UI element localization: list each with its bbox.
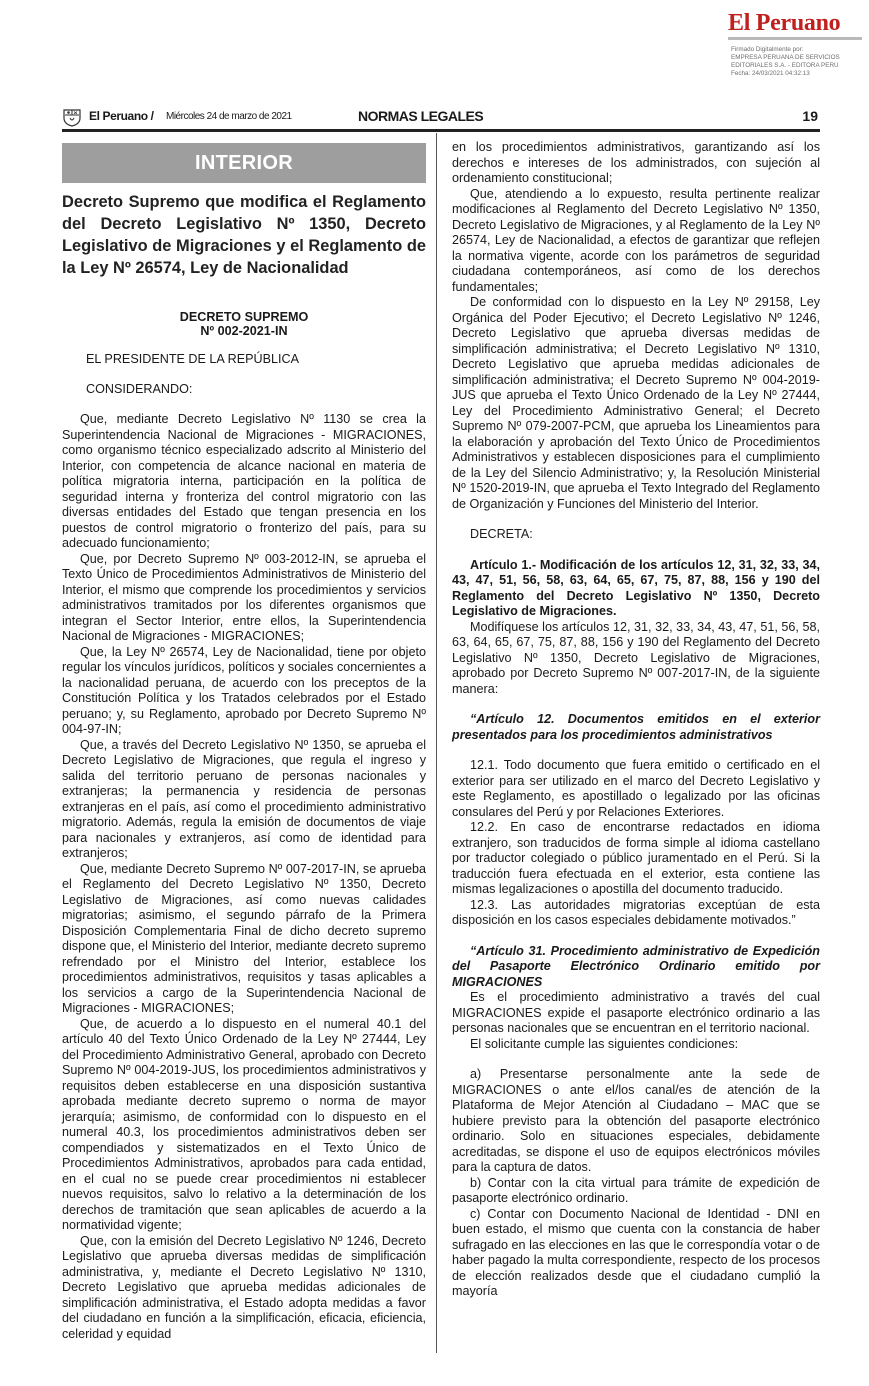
article-31-paragraph: Es el procedimiento administrativo a través del cual MIGRACIONES expide el pasaporte electrónico ordinario a las personas nacionales que se encuentran en el territorio nacional. <box>452 990 820 1035</box>
recital-paragraph: Que, mediante Decreto Legislativo Nº 1130 se crea la Superintendencia Nacional de Migraciones - MIGRACIONES, como organismo técnico especializado adscrito al Ministerio del Interior, con competencia de alcance nacional en materia de política migratoria interna, participación en la política de seguridad interna y fronteriza del control migratorio con las diversas entidades del Estado que tengan presencia en los puestos de control migratorio o fronterizo del país, para su adecuado funcionamiento; <box>62 412 426 550</box>
publication-name: El Peruano / <box>89 109 154 123</box>
article-12-2: 12.2. En caso de encontrarse redactados en idioma extranjero, son traducidos de forma simple al idioma castellano por traductor colegiado o público juramentado en el Perú. Si la traducción fuera efectuada en el exterior, esta contiene las mismas legalizaciones o apostilla del documento traducido. <box>452 820 820 896</box>
sector-banner <box>62 143 426 183</box>
publication-date: Miércoles 24 de marzo de 2021 <box>166 111 292 122</box>
article-12-3: 12.3. Las autoridades migratorias exceptúan de esta disposición en los casos especiales debidamente motivados.” <box>452 897 820 927</box>
condition-c: c) Contar con Documento Nacional de Identidad - DNI en buen estado, el mismo que cuenta con la constancia de haber sufragado en las elecciones en las que le correspondía votar o de haber pagado la multa correspondiente, respecto de los procesos de elección realizados desde que el ciudadano cumplió la mayoría <box>452 1206 820 1298</box>
decreta-heading: DECRETA: <box>470 527 533 541</box>
right-column <box>452 140 820 1300</box>
condition-a: a) Presentarse personalmente ante la sede de MIGRACIONES o ante el/los canal/es de atención de la Plataforma de Mejor Atención al Ciudadano – MAC que se hubiere previsto para la obtención del pasaporte electrónico ordinario. Solo en situaciones especiales, debidamente acreditadas, se dispone el uso de equipos electrónicos móviles para la captura de datos. <box>452 1067 820 1174</box>
condition-b: b) Contar con la cita virtual para trámite de expedición de pasaporte electrónico ordinario. <box>452 1175 820 1205</box>
signature-line: EMPRESA PERUANA DE SERVICIOS <box>731 54 840 61</box>
column-divider <box>436 133 437 1353</box>
continued-paragraph: en los procedimientos administrativos, garantizando así los derechos e intereses de los administrados, con sujeción al ordenamiento constitucional; <box>452 140 820 185</box>
page-header <box>62 107 820 127</box>
considering-heading: CONSIDERANDO: <box>86 381 193 396</box>
recital-paragraph: Que, a través del Decreto Legislativo Nº 1350, se aprueba el Decreto Legislativo de Migraciones, que regula el ingreso y salida del territorio peruano de personas nacionales y extranjeras; la permanencia y residencia de personas extranjeras en el país, así como el procedimiento administrativo migratorio. Además, regula la emisión de documentos de viaje para nacionales y extranjeros, así como de identidad para extranjeros; <box>62 737 426 860</box>
president-line: EL PRESIDENTE DE LA REPÚBLICA <box>86 352 299 366</box>
article-12-heading: “Artículo 12. Documentos emitidos en el exterior presentados para los procedimientos administrativos <box>452 712 820 742</box>
recital-paragraph: Que, atendiendo a lo expuesto, resulta pertinente realizar modificaciones al Reglamento del Decreto Legislativo Nº 1350, Decreto Legislativo de Migraciones, y al Reglamento de la Ley Nº 26574, Ley de Nacionalidad, a efectos de garantizar que reflejen la normativa vigente, acorde con los parámetros de seguridad ciudadana contemporáneos, así como de los derechos fundamentales; <box>452 186 820 294</box>
signature-line: Firmado Digitalmente por: <box>731 46 804 53</box>
header-divider <box>62 129 820 132</box>
article-31-heading: “Artículo 31. Procedimiento administrativo de Expedición del Pasaporte Electrónico Ordinario emitido por MIGRACIONES <box>452 943 820 989</box>
digital-signature <box>731 46 840 78</box>
article-1-body: Modifíquese los artículos 12, 31, 32, 33, 34, 43, 47, 51, 56, 58, 63, 64, 65, 67, 75, 87, 88, 156 y 190 del Reglamento del Decreto Legislativo Nº 1350, Decreto Legislativo de Migraciones, aprobado por Decreto Supremo Nº 007-2017-IN, de la siguiente manera: <box>452 619 820 696</box>
signature-line: Fecha: 24/03/2021 04:32:13 <box>731 70 810 77</box>
coat-of-arms-icon <box>62 107 82 127</box>
decree-heading <box>62 310 426 338</box>
legal-basis-paragraph: De conformidad con lo dispuesto en la Ley Nº 29158, Ley Orgánica del Poder Ejecutivo; el Decreto Legislativo Nº 1246, Decreto Legislativo que aprueba diversas medidas de simplificación administrativa; el Decreto Legislativo Nº 1310, Decreto Legislativo que aprueba medidas adicionales de simplificación administrativa; el Decreto Supremo Nº 004-2019-JUS que aprueba el Texto Único Ordenado de la Ley Nº 27444, Ley del Procedimiento Administrativo General; el Decreto Supremo Nº 079-2007-PCM, que aprueba los Lineamientos para la elaboración y aprobación del Texto Único de Procedimientos Administrativos y establecen disposiciones para el cumplimiento de la Ley del Silencio Administrativo; y, la Resolución Ministerial Nº 1520-2019-IN, que aprueba el Texto Integrado del Reglamento de Organización y Funciones del Ministerio del Interior. <box>452 295 820 511</box>
logo-underline <box>728 37 862 40</box>
decree-label: DECRETO SUPREMO <box>179 310 309 324</box>
section-name: NORMAS LEGALES <box>358 108 484 124</box>
recital-paragraph: Que, por Decreto Supremo Nº 003-2012-IN, se aprueba el Texto Único de Procedimientos Administrativos de Ministerio del Interior, el mismo que comprende los procedimientos y servicios administrativos tramitados por los diferentes organismos que integran el Sector Interior, entre ellos, la Superintendencia Nacional de Migraciones - MIGRACIONES; <box>62 551 426 643</box>
article-12-1: 12.1. Todo documento que fuera emitido o certificado en el exterior para ser utilizado en el marco del Decreto Legislativo y este Reglamento, es apostillado o legalizado por las oficinas consulares del Perú y por Relaciones Exteriores. <box>452 758 820 819</box>
recital-paragraph: Que, de acuerdo a lo dispuesto en el numeral 40.1 del artículo 40 del Texto Único Ordenado de la Ley Nº 27444, Ley del Procedimiento Administrativo General, aprobado con Decreto Supremo Nº 004-2019-JUS, los procedimientos administrativos y requisitos deben establecerse en una disposición sustantiva aprobada mediante decreto supremo o norma de mayor jerarquía; asimismo, de conformidad con lo dispuesto en el numeral 40.3, los procedimientos administrativos deben ser compendiados y sistematizados en el Texto Único de Procedimientos Administrativos, aprobados para cada entidad, en el cual no se puede crear procedimientos ni establecer nuevos requisitos, salvo lo relativo a la determinación de los derechos de tramitación que sean aplicables de acuerdo a la normatividad vigente; <box>62 1016 426 1232</box>
sector-name: INTERIOR <box>195 152 293 174</box>
recital-paragraph: Que, la Ley Nº 26574, Ley de Nacionalidad, tiene por objeto regular los vínculos jurídicos, políticos y sociales concernientes a la nacionalidad peruana, de acuerdo con los preceptos de la Constitución Política y los Tratados celebrados por el Estado peruano; y, su Reglamento, aprobado por Decreto Supremo Nº 004-97-IN; <box>62 644 426 736</box>
signature-line: EDITORIALES S.A. - EDITORA PERU <box>731 62 839 69</box>
el-peruano-logo: El Peruano <box>728 10 841 36</box>
left-column <box>62 352 426 1342</box>
recital-paragraph: Que, mediante Decreto Supremo Nº 007-2017-IN, se aprueba el Reglamento del Decreto Legislativo Nº 1350, Decreto Legislativo de Migraciones, así como nuevas calidades migratorias; asimismo, el segundo párrafo de la Primera Disposición Complementaria Final de dicho decreto supremo dispone que, el Ministerio del Interior, mediante decreto supremo refrendado por el Ministro del Interior, establece los procedimientos administrativos, requisitos y tasas aplicables a los servicios a cargo de la Superintendencia Nacional de Migraciones - MIGRACIONES; <box>62 861 426 1015</box>
decree-number: Nº 002-2021-IN <box>200 324 288 338</box>
document-title: Decreto Supremo que modifica el Reglamento del Decreto Legislativo Nº 1350, Decreto Legislativo de Migraciones y el Reglamento de la Ley Nº 26574, Ley de Nacionalidad <box>62 193 426 277</box>
article-1-heading: Artículo 1.- Modificación de los artículos 12, 31, 32, 33, 34, 43, 47, 51, 56, 58, 63, 64, 65, 67, 75, 87, 88, 156 y 190 del Reglamento del Decreto Legislativo Nº 1350, Decreto Legislativo de Migraciones. <box>452 557 820 618</box>
recital-paragraph: Que, con la emisión del Decreto Legislativo Nº 1246, Decreto Legislativo que aprueba diversas medidas de simplificación administrativa, y, mediante el Decreto Legislativo Nº 1310, Decreto Legislativo que aprueba medidas adicionales de simplificación administrativa, el Estado adopta medidas a favor del ciudadano en función a la simplificación, eficacia, eficiencia, celeridad y equidad <box>62 1233 426 1341</box>
article-31-conditions-intro: El solicitante cumple las siguientes condiciones: <box>470 1036 739 1051</box>
page-number: 19 <box>802 108 818 124</box>
